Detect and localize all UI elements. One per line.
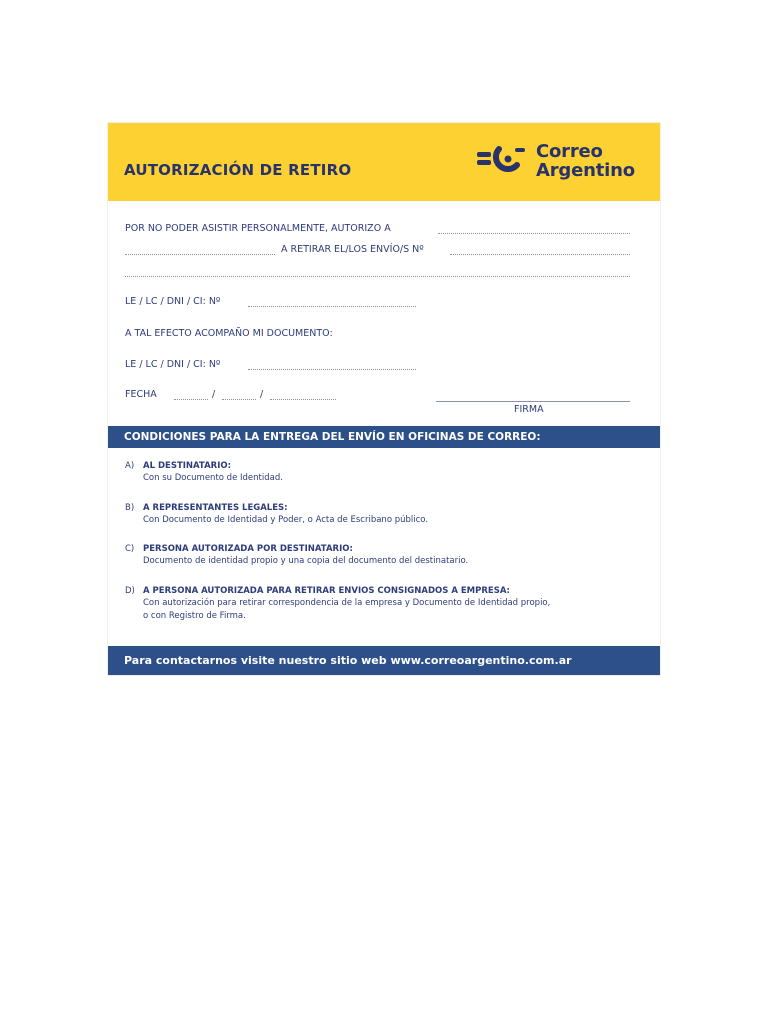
condition-title: A PERSONA AUTORIZADA PARA RETIRAR ENVIOS CONSIGNADOS A EMPRESA: (143, 586, 510, 596)
signature-label: FIRMA (514, 404, 544, 415)
logo-line-1: Correo (536, 141, 603, 162)
condition-title: PERSONA AUTORIZADA POR DESTINATARIO: (143, 544, 353, 554)
condition-letter: A) (125, 461, 135, 471)
condition-title: AL DESTINATARIO: (143, 461, 231, 471)
authorize-label: POR NO PODER ASISTIR PERSONALMENTE, AUTORIZO A (125, 223, 391, 234)
condition-description: Con Documento de Identidad y Poder, o Acta de Escribano público. (143, 515, 429, 525)
condition-description-cont: o con Registro de Firma. (143, 611, 246, 621)
condition-description: Con su Documento de Identidad. (143, 473, 283, 483)
signature-line[interactable] (436, 401, 630, 402)
logo-line-2: Argentino (536, 160, 635, 181)
withdraw-label: A RETIRAR EL/LOS ENVÍO/S Nº (281, 244, 424, 255)
shipment-number-field-cont[interactable] (125, 276, 630, 277)
document-1-field[interactable] (248, 306, 416, 307)
shipment-number-field[interactable] (450, 254, 630, 255)
form-header (108, 123, 660, 201)
form-title: AUTORIZACIÓN DE RETIRO (124, 161, 352, 179)
document-1-label: LE / LC / DNI / CI: Nº (125, 296, 221, 307)
logo-wordmark (536, 142, 635, 180)
condition-letter: C) (125, 544, 135, 554)
correo-argentino-logo (477, 139, 647, 187)
attach-document-label: A TAL EFECTO ACOMPAÑO MI DOCUMENTO: (125, 328, 333, 339)
condition-letter: B) (125, 503, 135, 513)
date-day-field[interactable] (174, 399, 208, 400)
document-2-field[interactable] (248, 369, 416, 370)
correo-argentino-logo-icon (477, 145, 529, 175)
conditions-heading: CONDICIONES PARA LA ENTREGA DEL ENVÍO EN OFICINAS DE CORREO: (108, 426, 660, 448)
date-separator-2: / (260, 389, 264, 400)
date-separator-1: / (212, 389, 216, 400)
document-2-label: LE / LC / DNI / CI: Nº (125, 359, 221, 370)
date-month-field[interactable] (222, 399, 256, 400)
condition-letter: D) (125, 586, 135, 596)
contact-footer: Para contactarnos visite nuestro sitio web www.correoargentino.com.ar (108, 646, 660, 675)
authorization-form (108, 123, 660, 675)
condition-title: A REPRESENTANTES LEGALES: (143, 503, 288, 513)
authorized-person-field-cont[interactable] (125, 254, 275, 255)
date-label: FECHA (125, 389, 157, 400)
condition-description: Documento de identidad propio y una copia del documento del destinatario. (143, 556, 469, 566)
condition-description: Con autorización para retirar correspondencia de la empresa y Documento de Identidad propio, (143, 598, 551, 608)
date-year-field[interactable] (270, 399, 336, 400)
authorized-person-field[interactable] (438, 233, 630, 234)
